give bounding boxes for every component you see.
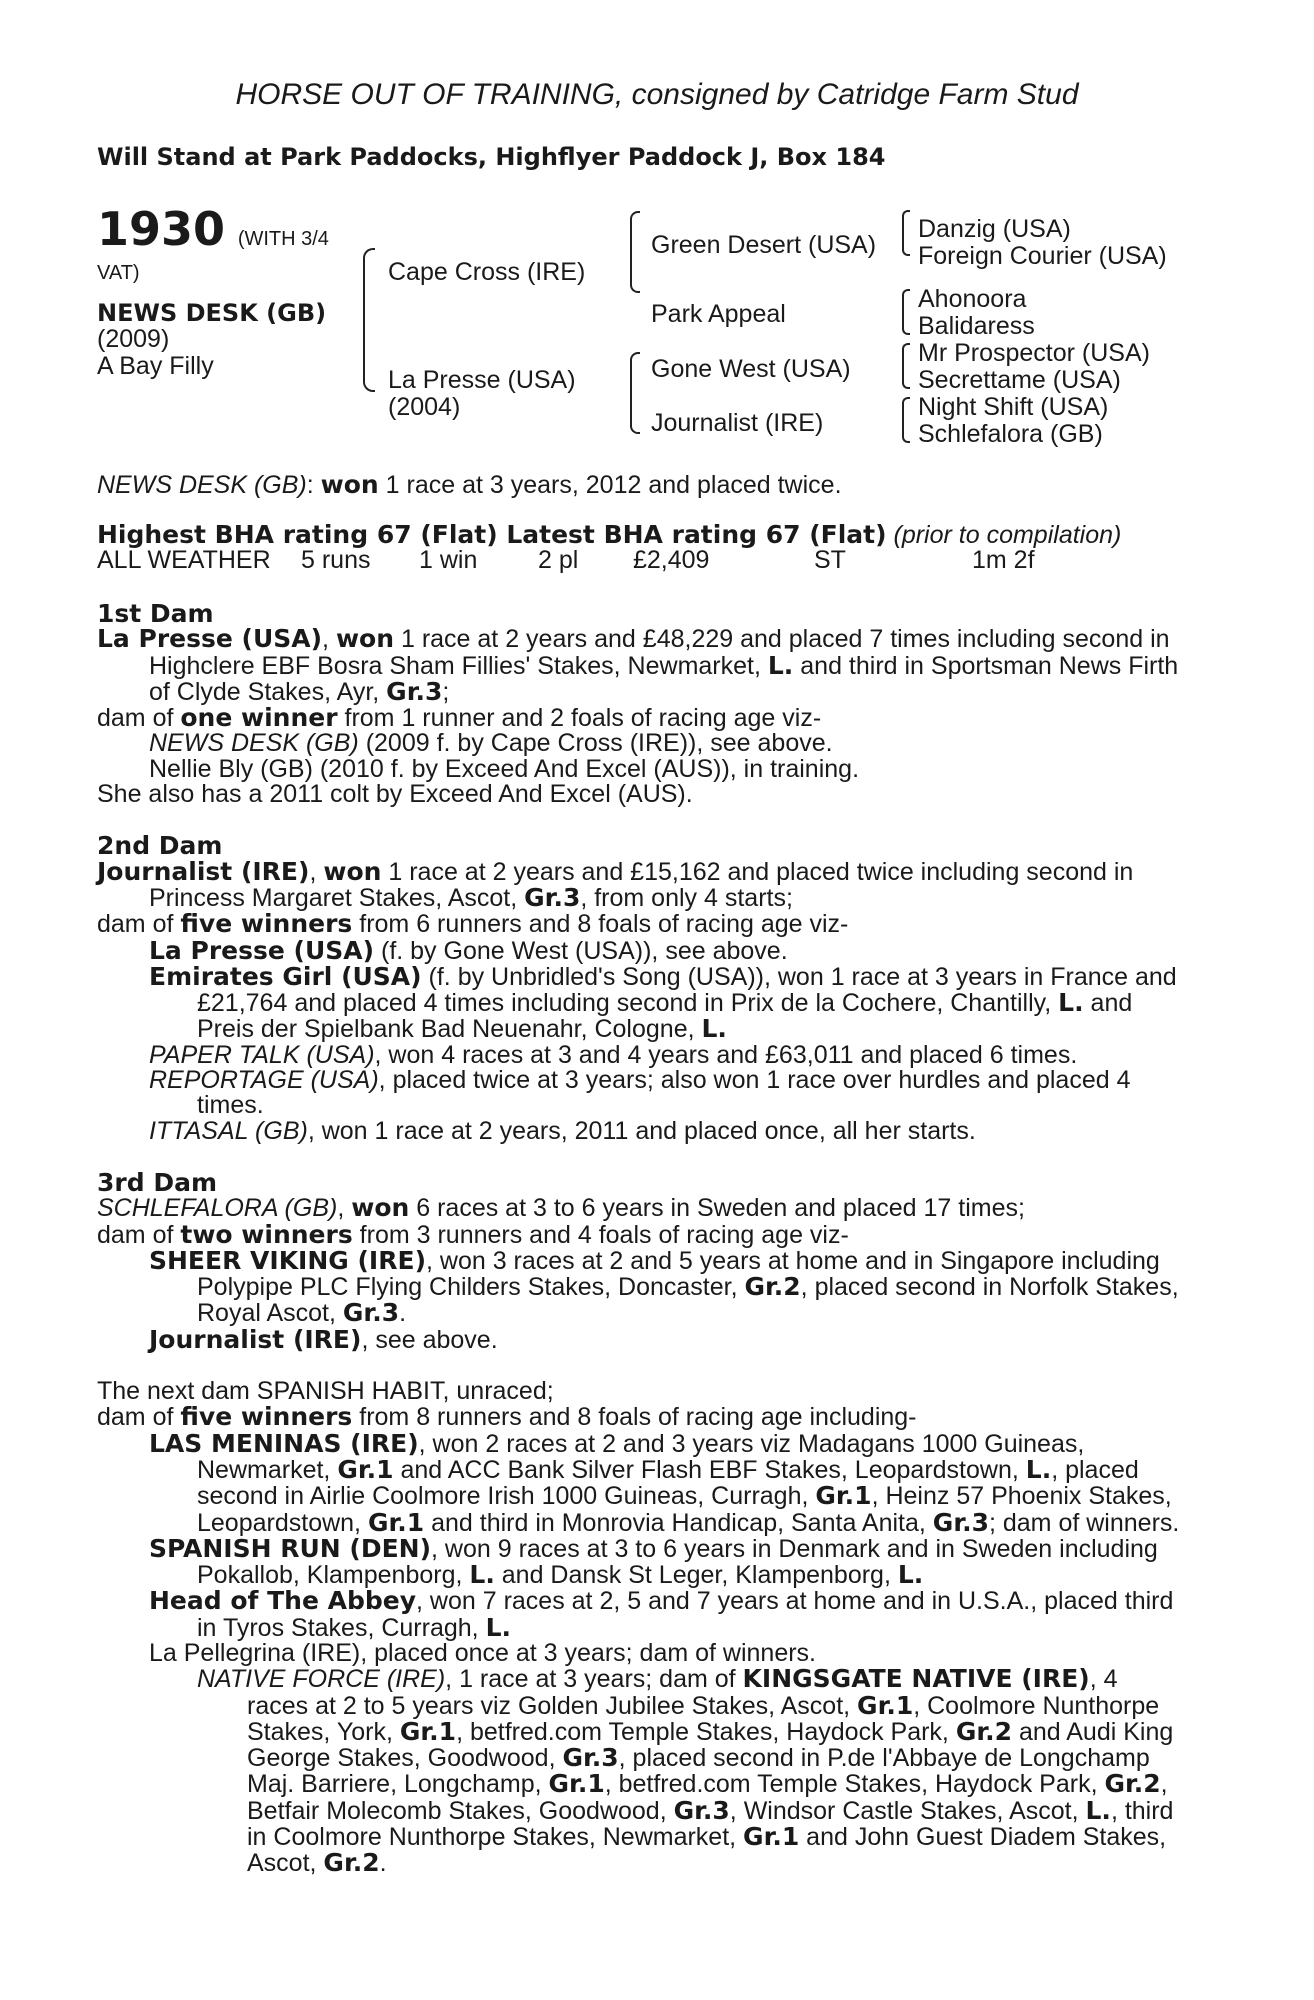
dam1-name: La Presse (USA) [97,624,323,654]
dam4-nf-2 [97,1690,1197,1720]
dam3-damof-b: two winners [180,1219,353,1249]
dam3-heading: 3rd Dam [97,1167,217,1197]
pedigree-dam-year: (2004) [388,393,461,421]
dam4-nf6-gr3: Gr.3 [673,1795,730,1825]
dam2-won: won [323,856,382,886]
summary-won: won [320,470,379,499]
dam4-nf5-gr1: Gr.1 [548,1769,605,1799]
dam4-sr2-l2: L. [897,1560,924,1590]
dam2-gr3: Gr.3 [524,882,581,912]
dam4-lm-4 [97,1507,1197,1537]
dam4-nf-4 [97,1745,1197,1771]
dam4-ha-1 [97,1588,1197,1614]
pedigree-ss-dam: Foreign Courier (USA) [918,242,1167,270]
dam4-damof-b: five winners [180,1402,353,1432]
dam4-lm3b: , Heinz 57 Phoenix Stakes, [871,1482,1172,1511]
catalogue-header: HORSE OUT OF TRAINING, consigned by Catridge Farm Stud [235,78,1079,111]
horse-description: A Bay Filly [97,352,214,380]
dam4-damof [97,1404,1197,1430]
dam1-heading: 1st Dam [97,599,214,628]
dam3-p1-name: SHEER VIKING (IRE) [149,1245,426,1275]
dam3-damof-c: from 3 runners and 4 foals of racing age viz- [352,1220,849,1249]
dam4-sr1: , won 9 races at 3 to 6 years in Denmark and in Sweden including [431,1534,1158,1563]
dam2-p5-name: ITTASAL (GB) [149,1116,308,1145]
pedigree-ss-sire: Danzig (USA) [918,215,1071,243]
dam4-lm4a: Leopardstown, [197,1508,368,1537]
dam2-p2-name: Emirates Girl (USA) [149,961,422,991]
dam1-line1: La Presse (USA), won 1 race at 2 years and £48,229 and placed 7 times including second in [97,624,1170,654]
dam4-lm-2 [97,1454,1197,1484]
dam4-nf6-l: L. [1085,1795,1111,1825]
dam4-nf7-gr1: Gr.1 [743,1822,800,1852]
dam4-nf3-gr2: Gr.2 [955,1716,1013,1746]
dam1-text2b: and third in Sportsman News Firth [793,651,1179,680]
dam2-p2-rest3: Preis der Spielbank Bad Neuenahr, Cologne, [197,1015,702,1044]
dam2-p2-rest1: (f. by Unbridled's Song (USA)), won 1 race at 3 years in France and [421,962,1177,991]
dam4-lm2a: Newmarket, [197,1455,338,1484]
dam1-damof-a: dam of [97,704,181,733]
dam3-damof [97,1219,1197,1249]
dam4-nf5b: , betfred.com Temple Stakes, Haydock Park, [604,1770,1105,1799]
dam4-sr-name: SPANISH RUN (DEN) [149,1533,432,1563]
dam2-p2-l1: L. [1058,988,1084,1018]
dam4-nf8-gr2: Gr.2 [323,1848,380,1878]
dam3-text1: 6 races at 3 to 6 years in Sweden and placed 17 times; [409,1194,1025,1223]
pedigree-brace-2a [630,211,640,293]
dam2-damof-a: dam of [97,910,181,939]
dam4-lp: La Pellegrina (IRE), placed once at 3 years; dam of winners. [149,1638,817,1667]
dam2-p1-name: La Presse (USA) [149,935,375,965]
dam4-nf6c: , third [1110,1796,1174,1825]
dam3-p1-gr3: Gr.3 [342,1298,400,1328]
horse-year: (2009) [97,325,170,353]
dam4-nf1b: , 4 [1089,1665,1118,1694]
pedigree-ds-sire: Mr Prospector (USA) [918,339,1150,367]
dam4-nf4-gr3: Gr.3 [562,1743,619,1773]
dam3-produce-1b [97,1274,1197,1300]
dam4-ha-name: Head of The Abbey [149,1586,417,1616]
dam2-p1-rest: (f. by Gone West (USA)), see above. [374,936,788,965]
dam1-text2: Highclere EBF Bosra Sham Fillies' Stakes, Newmarket, [149,651,768,680]
dam2-text1: 1 race at 2 years and £15,162 and placed twice including second in [381,857,1134,886]
dam3-produce-1 [97,1245,1197,1275]
dam4-nf6b: , Windsor Castle Stakes, Ascot, [729,1796,1086,1825]
pedigree-brace-3a [902,210,910,256]
dam4-lm3a: second in Airlie Coolmore Irish 1000 Guineas, Curragh, [197,1482,816,1511]
dam4-nf-5 [97,1771,1197,1797]
dam4-nf4a: George Stakes, Goodwood, [247,1744,563,1773]
dam4-lm-name: LAS MENINAS (IRE) [149,1428,419,1458]
rating-bold: Highest BHA rating 67 (Flat) Latest BHA rating 67 (Flat) [97,520,887,549]
dam4-lm-1 [97,1428,1197,1458]
dam3-name: SCHLEFALORA (GB) [97,1194,338,1223]
dam4-lm4-gr3: Gr.3 [932,1507,989,1537]
dam4-nf5a: Maj. Barriere, Longchamp, [247,1770,549,1799]
vat-note-line2: VAT) [97,262,140,284]
dam2-p5-rest: , won 1 race at 2 years, 2011 and placed once, all her starts. [307,1116,976,1145]
dam1-line3 [97,676,1197,706]
dam4-nf1a: , 1 race at 3 years; dam of [445,1665,743,1694]
dam4-ha1: , won 7 races at 2, 5 and 7 years at home and in U.S.A., placed third [416,1587,1174,1616]
rating-note: (prior to compilation) [893,521,1122,549]
dam4-nf6a: Betfair Molecomb Stakes, Goodwood, [247,1796,674,1825]
dam1-text1: 1 race at 2 years and £48,229 and placed 7 times including second in [394,625,1170,654]
dam4-nf-3 [97,1716,1197,1746]
dam4-nf3b: , betfred.com Temple Stakes, Haydock Park, [456,1717,956,1746]
summary-text: 1 race at 3 years, 2012 and placed twice. [378,471,842,499]
dam4-nf1-kn: KINGSGATE NATIVE (IRE) [742,1664,1090,1694]
dam2-damof-b: five winners [180,909,353,939]
dam4-nf-6 [97,1795,1197,1825]
dam4-nf7b: and John Guest Diadem Stakes, [799,1823,1167,1852]
pedigree-brace-3c [902,343,910,389]
dam3-p2-name: Journalist (IRE) [149,1324,362,1354]
race-summary: NEWS DESK (GB): won 1 race at 3 years, 2012 and placed twice. [97,470,842,499]
dam2-line2 [97,882,1197,912]
pedigree-dam-sire: Gone West (USA) [651,355,851,383]
pedigree-brace-1 [363,248,375,392]
dam4-lm1: , won 2 races at 2 and 3 years viz Madagans 1000 Guineas, [418,1429,1085,1458]
dam4-ha-2 [97,1612,1197,1642]
dam4-nf3-gr1: Gr.1 [399,1716,457,1746]
dam3-p1-rest3: Royal Ascot, [197,1299,343,1328]
pedigree-dam-dam: Journalist (IRE) [651,409,824,437]
dam2-produce-2 [97,961,1197,991]
dam3-produce-2 [97,1324,1197,1354]
dam4-nf2a: races at 2 to 5 years viz Golden Jubilee Stakes, Ascot, [247,1691,858,1720]
dam3-p1-rest3b: . [399,1299,407,1328]
dam1-p1-rest: (2009 f. by Cape Cross (IRE)), see above. [358,729,833,758]
dam4-nf2b: , Coolmore Nunthorpe [913,1691,1160,1720]
dam4-sr-2 [97,1562,1197,1588]
dam4-lm2b: and ACC Bank Silver Flash EBF Stakes, Leopardstown, [393,1455,1026,1484]
pedigree-sire-sire: Green Desert (USA) [651,231,877,259]
pedigree-ds-dam: Secrettame (USA) [918,366,1121,394]
dam4-lm3-gr1: Gr.1 [815,1481,872,1511]
dam3-p1-gr2: Gr.2 [744,1272,801,1302]
dam4-nf-7 [97,1824,1197,1850]
dam1-produce-2: Nellie Bly (GB) (2010 f. by Exceed And Excel (AUS)), in training. [149,754,860,783]
dam4-lm2-l: L. [1025,1454,1052,1484]
dam2-p3-name: PAPER TALK (USA) [149,1040,375,1069]
stats-going: ST [814,546,846,574]
dam4-nf5-gr2: Gr.2 [1104,1769,1161,1799]
horse-name: NEWS DESK (GB) [97,299,327,327]
dam4-lm4b: and third in Monrovia Handicap, Santa Anita, [424,1508,933,1537]
pedigree-sd-sire: Ahonoora [918,285,1027,313]
stats-row [97,546,1097,572]
dam3-line1: SCHLEFALORA (GB), won 6 races at 3 to 6 years in Sweden and placed 17 times; [97,1193,1025,1223]
dam3-p2-rest: , see above. [361,1325,498,1354]
lot-number: 1930 [97,202,226,256]
dam2-line1: Journalist (IRE), won 1 race at 2 years and £15,162 and placed twice including second in [97,856,1134,886]
stats-runs: 5 runs [301,546,371,574]
stats-wins: 1 win [419,546,478,574]
dam4-nf5c: , [1160,1770,1168,1799]
dam2-damof-c: from 6 runners and 8 foals of racing age viz- [352,910,849,939]
pedigree-sire: Cape Cross (IRE) [388,258,586,286]
dam4-sr-1 [97,1533,1197,1563]
dam2-produce-2c [97,1016,1197,1042]
dam4-sr2b: and Dansk St Leger, Klampenborg, [494,1561,898,1590]
dam1-damof [97,705,1197,731]
dam4-line1: The next dam SPANISH HABIT, unraced; [97,1377,554,1406]
vat-note-line1: (WITH 3/4 [237,228,329,250]
dam2-produce-1 [97,935,1197,965]
dam2-heading: 2nd Dam [97,831,223,861]
dam2-name: Journalist (IRE) [97,856,310,886]
lot-block [97,202,329,263]
dam2-text2: Princess Margaret Stakes, Ascot, [149,883,525,912]
stats-distance: 1m 2f [972,546,1035,574]
dam4-sr2a: Pokallob, Klampenborg, [197,1561,470,1590]
dam2-produce-4b: times. [197,1091,264,1120]
dam2-damof [97,911,1197,937]
dam4-nf3c: and Audi King [1012,1717,1174,1746]
family-notes [97,601,1197,1877]
dam1-produce-1 [97,731,1197,756]
pedigree-sd-dam: Balidaress [918,312,1035,340]
dam2-produce-2b [97,990,1197,1016]
stats-places: 2 pl [538,546,579,574]
pedigree-brace-3d [902,397,910,443]
dam4-lm2-gr1: Gr.1 [337,1454,394,1484]
pedigree-brace-3b [902,289,910,335]
dam2-p3-rest: , won 4 races at 3 and 4 years and £63,011 and placed 6 times. [374,1040,1078,1069]
dam2-p2-l2: L. [701,1014,727,1044]
dam4-nf8b: . [379,1849,387,1878]
stand-location: Will Stand at Park Paddocks, Highflyer Paddock J, Box 184 [97,143,886,171]
dam2-produce-5 [97,1116,1197,1145]
pedigree-brace-2b [630,352,640,434]
dam4-nf4b: , placed second in P.de l'Abbaye de Longchamp [618,1744,1150,1773]
dam2-produce-4 [97,1068,1197,1093]
dam1-listed: L. [767,650,794,680]
pedigree-dam: La Presse (USA) [388,366,576,394]
dam3-produce-1c [97,1300,1197,1326]
stats-earnings: £2,409 [633,546,710,574]
dam1-text3b: ; [442,677,450,706]
dam4-nf-8 [97,1850,1197,1876]
dam4-nf2-gr1: Gr.1 [857,1690,914,1720]
dam2-p2-rest2: £21,764 and placed 4 times including second in Prix de la Cochere, Chantilly, [197,989,1059,1018]
stats-surface: ALL WEATHER [97,546,271,574]
dam2-p4-name: REPORTAGE (USA) [149,1066,379,1095]
dam1-p1-name: NEWS DESK (GB) [149,729,359,758]
pedigree-dd-dam: Schlefalora (GB) [918,420,1103,448]
dam3-p1-rest2b: , placed second in Norfolk Stakes, [800,1273,1179,1302]
dam4-lm4c: ; dam of winners. [988,1508,1180,1537]
dam4-lm2c: , placed [1051,1455,1139,1484]
dam4-nf-1 [97,1666,1197,1692]
dam2-produce-3 [97,1040,1197,1069]
dam4-lm-3 [97,1483,1197,1509]
dam4-sr2-l1: L. [469,1560,495,1590]
dam1-line2 [97,650,1197,680]
summary-horse-name: NEWS DESK (GB) [97,471,307,499]
dam3-p1-rest2: Polypipe PLC Flying Childers Stakes, Doncaster, [197,1273,745,1302]
dam3-damof-a: dam of [97,1220,181,1249]
dam2-p4-rest1: , placed twice at 3 years; also won 1 race over hurdles and placed 4 [378,1066,1131,1095]
pedigree-sire-dam: Park Appeal [651,300,786,328]
dam4-nf-name: NATIVE FORCE (IRE) [197,1665,446,1694]
dam1-won: won [335,624,395,654]
dam1-produce-3: She also has a 2011 colt by Exceed And Excel (AUS). [97,780,693,809]
dam1-damof-b: one winner [180,703,338,733]
dam4-ha2-l: L. [485,1612,511,1642]
dam4-nf8a: Ascot, [247,1849,324,1878]
dam3-p1-rest1: , won 3 races at 2 and 5 years at home and in Singapore including [426,1246,1160,1275]
dam1-gr3: Gr.3 [386,676,443,706]
dam1-text3: of Clyde Stakes, Ayr, [149,677,387,706]
dam2-p2-rest2b: and [1083,989,1133,1018]
dam4-nf3a: Stakes, York, [247,1717,400,1746]
dam1-damof-c: from 1 runner and 2 foals of racing age viz- [337,704,822,733]
dam4-lm4-gr1: Gr.1 [367,1507,425,1537]
dam4-ha2a: in Tyros Stakes, Curragh, [197,1613,486,1642]
dam2-text2b: , from only 4 starts; [580,883,793,912]
dam4-damof-c: from 8 runners and 8 foals of racing age including- [352,1403,917,1432]
dam4-nf7a: in Coolmore Nunthorpe Stakes, Newmarket, [247,1823,744,1852]
dam3-won: won [351,1193,410,1223]
dam4-damof-a: dam of [97,1403,181,1432]
pedigree-dd-sire: Night Shift (USA) [918,393,1109,421]
